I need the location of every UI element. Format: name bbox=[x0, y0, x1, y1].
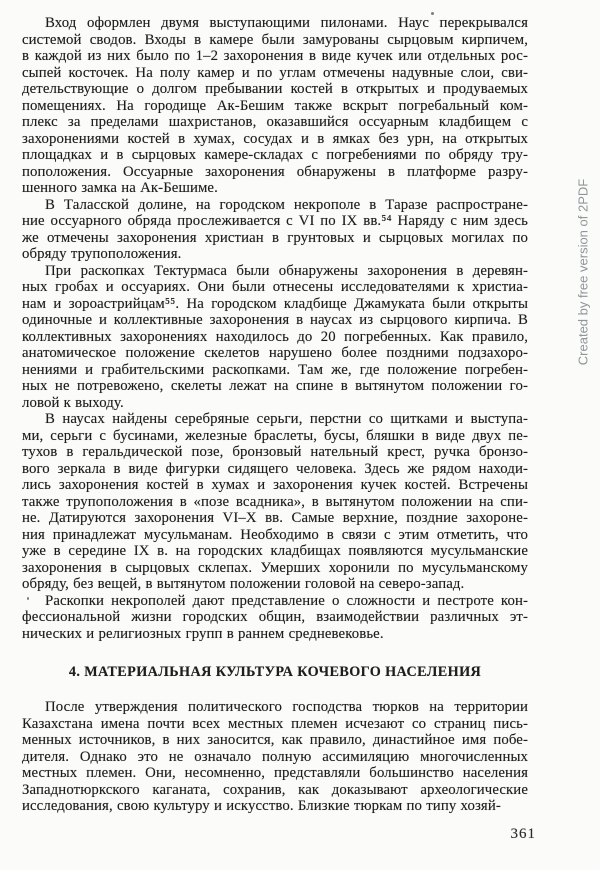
text-line: обряду трупоположения. bbox=[22, 246, 182, 262]
text-line: коллективных захоронениях находилось до 20 погребенных. Как правило, bbox=[22, 328, 528, 345]
text-line: захоронениями костей в хумах, сосудах и в ямках без урн, на открытых bbox=[22, 130, 528, 147]
text-line: Раскопки некрополей дают представление о сложности и пестроте кон- bbox=[45, 592, 528, 609]
text-line: в каждой из них было по 1–2 захоронения в виде кучек или отдельных рос- bbox=[22, 48, 528, 64]
text-line: ловой к выходу. bbox=[22, 394, 124, 411]
text-line: фессиональной жизни городских общин, взаимодействии различных эт- bbox=[22, 609, 528, 625]
text-line: ния принадлежат мусульманам. Необходимо в связи с этим отметить, что bbox=[22, 526, 528, 543]
text-line: При раскопках Тектурмаса были обнаружены захоронения в деревян- bbox=[45, 262, 528, 279]
text-line: дителя. Однако это не означало полную ассимиляцию многочисленных bbox=[22, 748, 528, 765]
paragraph bbox=[22, 411, 528, 593]
text-line: ние оссуарного обряда прослеживается с VI по IX вв.⁵⁴ Наряду с ним здесь bbox=[22, 213, 528, 229]
text-line: одиночные и коллективные захоронения в наусах из сырцового кирпича. В bbox=[22, 312, 528, 328]
text-line: также трупоположения в «позе всадника», в вытянутом положении на спи- bbox=[22, 493, 528, 510]
text-line: не. Датируются захоронения VI–X вв. Самые верхние, поздние захороне- bbox=[22, 510, 528, 526]
text-line: ных не потревожено, скелеты лежат на спине в вытянутом положении го- bbox=[22, 378, 528, 394]
paragraph bbox=[22, 593, 528, 643]
text-line: тухов в геральдической позе, бронзовый нательный крест, ручка бронзо- bbox=[22, 444, 528, 460]
text-line: обряду, без вещей, в вытянутом положении головой на северо-запад. bbox=[22, 576, 465, 592]
text-line: нам и зороастрийцам⁵⁵. На городском кладбище Джамуката были открыты bbox=[22, 295, 528, 312]
body-text-block-lower bbox=[22, 699, 528, 815]
text-line: же отмечены захоронения христиан в грунтовых и сырцовых могилах по bbox=[22, 229, 528, 246]
text-line: нических и религиозных групп в раннем средневековье. bbox=[22, 625, 384, 642]
watermark-text: Created by free version of 2PDF bbox=[575, 178, 591, 366]
text-line: нениями и грабительскими раскопками. Там же, где положение погребен- bbox=[22, 361, 528, 378]
section-heading: 4. МАТЕРИАЛЬНАЯ КУЛЬТУРА КОЧЕВОГО НАСЕЛЕНИЯ bbox=[68, 664, 482, 680]
paragraph bbox=[22, 699, 528, 815]
text-line: шенного замка на Ак-Бешиме. bbox=[22, 180, 218, 196]
text-line: помещениях. На городище Ак-Бешим также вскрыт погребальный ком- bbox=[22, 97, 528, 114]
text-line: плекс за пределами шахристанов, оказавшийся оссуарным кладбищем с bbox=[22, 114, 528, 130]
paragraph bbox=[22, 197, 528, 263]
text-line: местных племен. Они, несомненно, представляли большинство населения bbox=[22, 765, 528, 781]
text-line: После утверждения политического господства тюрков на территории bbox=[45, 699, 528, 715]
text-line: исследования, свою культуру и искусство. Близкие тюркам по типу хозяй- bbox=[22, 798, 501, 814]
text-line: В Таласской долине, на городском некрополе в Таразе распростране- bbox=[45, 196, 528, 213]
text-line: площадках и в сырцовых камере-складах с погребениями по обряду тру- bbox=[22, 147, 528, 163]
text-line: сыпей косточек. На полу камер и по углам отмечены надувные слои, сви- bbox=[22, 64, 528, 81]
text-line: захоронения в сырцовых склепах. Умерших хоронили по мусульманскому bbox=[22, 559, 528, 576]
text-line: менных источников, в них заносится, как правило, династийное имя побе- bbox=[22, 732, 528, 748]
text-line: вого зеркала в виде фигурки сидящего человека. Здесь же рядом находи- bbox=[22, 460, 528, 477]
text-line: ми, серьги с бусинами, железные браслеты, бусы, бляшки в виде двух пе- bbox=[22, 427, 528, 444]
text-line: В наусах найдены серебряные серьги, перстни со щитками и выступа- bbox=[45, 411, 528, 427]
paragraph bbox=[22, 263, 528, 412]
text-line: Вход оформлен двумя выступающими пилонами. Наус перекрывался bbox=[45, 15, 528, 31]
text-line: Казахстана имена почти всех местных племен исчезают со страниц пись- bbox=[22, 715, 528, 732]
body-text-block-upper bbox=[22, 15, 528, 642]
text-line: детельствующие о долгом пребывании костей в открытых и продуваемых bbox=[22, 81, 528, 97]
text-line: Западнотюркского каганата, сохранив, как доказывают археологические bbox=[22, 781, 528, 798]
text-line: анатомическое положение скелетов нарушено более поздними подзахоро- bbox=[22, 345, 528, 361]
text-line: лись захоронения костей в хумах и захоронения кучек костей. Встречены bbox=[22, 477, 528, 493]
paragraph bbox=[22, 15, 528, 197]
text-line: системой сводов. Входы в камере были замурованы сырцовым кирпичем, bbox=[22, 31, 528, 48]
page-number: 361 bbox=[510, 826, 536, 842]
text-line: ных гробах и оссуариях. Они были отнесены исследователями к христиа- bbox=[22, 279, 528, 295]
text-line: поположения. Оссуарные захоронения обнаружены в платформе разру- bbox=[22, 163, 528, 180]
text-line: уже в середине IX в. на городских кладбищах появляются мусульманские bbox=[22, 543, 528, 559]
